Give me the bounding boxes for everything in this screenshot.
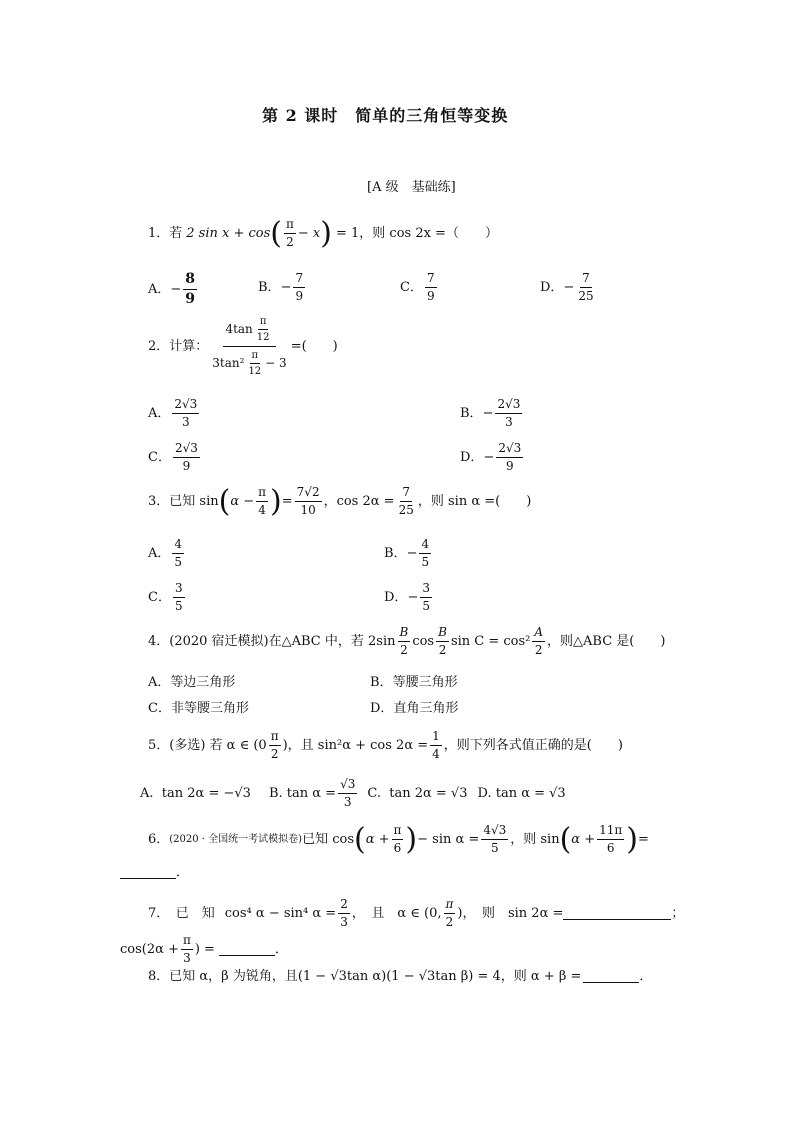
question-2 [148, 316, 338, 377]
q2-option-a: A． $\frac{2√3}{3}$ [148, 397, 198, 430]
q1-option-b: B． − $\frac{7}{9}$ [258, 271, 304, 304]
q3-option-a: A． $\frac{4}{5}$ [148, 537, 183, 570]
q5-options [140, 778, 566, 809]
q2-lead: 2．计算： [148, 339, 209, 354]
q1-option-d: D． − $\frac{7}{25}$ [540, 271, 594, 304]
q4-option-d: D．直角三角形 [370, 701, 459, 716]
q3-option-b: B． − $\frac{4}{5}$ [384, 537, 430, 570]
q1-option-c: C． $\frac{7}{9}$ [400, 271, 435, 304]
q3-option-d: D． − $\frac{3}{5}$ [384, 581, 430, 614]
q7-blank-1[interactable] [563, 907, 671, 920]
question-6: 6． (2020 · 全国统一考试模拟卷) 已知 cos ( α + $\frac{\pi}{6}$ ) − sin α = $\frac{4√3}{5}$ ，则 sin ( α + $\frac{11\pi}{6}$ ) = [148, 821, 649, 857]
q4-option-b: B．等腰三角形 [370, 675, 458, 690]
q2-main-fraction: 4tan $\frac{\pi}{12}$ 3tan² $\frac{\pi}{12}$ − 3 [212, 316, 287, 377]
section-heading: [A 级 基础练] [367, 180, 456, 195]
q4-option-a: A．等边三角形 [148, 675, 236, 690]
q5-option-c: C. tan 2α = √3 [367, 786, 468, 802]
page-title: 第 2 课时 简单的三角恒等变换 [262, 106, 509, 125]
q2-tail: =( ) [290, 339, 338, 354]
q5-option-d: D. tan α = √3 [477, 786, 566, 802]
q1-lead: 1．若 [148, 226, 183, 242]
question-4: 4．(2020 宿迁模拟)在△ABC 中，若 2sin $\frac{B}{2}$ cos $\frac{B}{2}$ sin C = cos² $\frac{A}{2}$ ，则△ABC 是( ) [148, 625, 666, 658]
q1-expr: 2 sin x + cos [186, 226, 271, 242]
q5-option-a: A. tan 2α = −√3 [140, 786, 251, 802]
q3-option-c: C． $\frac{3}{5}$ [148, 581, 183, 614]
q1-equals: = 1，则 cos 2x =（ ） [335, 226, 498, 242]
q8-blank[interactable] [583, 970, 639, 983]
q7-blank-2[interactable] [219, 943, 275, 956]
q2-option-c: C． $\frac{2√3}{9}$ [148, 441, 198, 474]
q2-option-d: D． − $\frac{2√3}{9}$ [460, 441, 522, 474]
q4-option-c: C．非等腰三角形 [148, 701, 249, 716]
q6-answer-line: ． [120, 866, 189, 879]
q1-fraction: $\frac{\pi}{2}$ [286, 217, 294, 250]
q7-line-2: cos(2α + $\frac{\pi}{3}$ ) = ． [120, 933, 288, 966]
q1-inner-tail: − x [297, 226, 321, 242]
question-1: 1．若 2 sin x + cos ( $\frac{\pi}{2}$ − x ) = 1，则 cos 2x =（ ） [148, 215, 498, 251]
question-7: 7． 已 知 cos⁴ α − sin⁴ α = $\frac{2}{3}$ ， 且 α ∈ (0, $\frac{\pi}{2}$ )， 则 sin 2α = ； [148, 897, 685, 930]
question-5: 5．(多选) 若 α ∈ (0 $\frac{\pi}{2}$ )，且 sin²α + cos 2α = $\frac{1}{4}$ ，则下列各式值正确的是( ) [148, 729, 623, 762]
q5-option-b: B. tan α = $\frac{√3}{3}$ [268, 777, 356, 810]
q2-option-b: B． − $\frac{2√3}{3}$ [460, 397, 521, 430]
question-3: 3．已知 sin ( α − $\frac{\pi}{4}$ ) = $\frac{7√2}{10}$ ，cos 2α = $\frac{7}{25}$ ，则 sin α =( ) [148, 483, 532, 519]
question-8: 8．已知 α，β 为锐角，且(1 − √3tan α)(1 − √3tan β) = 4，则 α + β = ． [148, 969, 653, 984]
q6-blank[interactable] [120, 866, 176, 879]
q6-source: (2020 · 全国统一考试模拟卷) [169, 833, 303, 845]
q1-option-a: A． − $\frac{8}{9}$ [148, 271, 196, 308]
